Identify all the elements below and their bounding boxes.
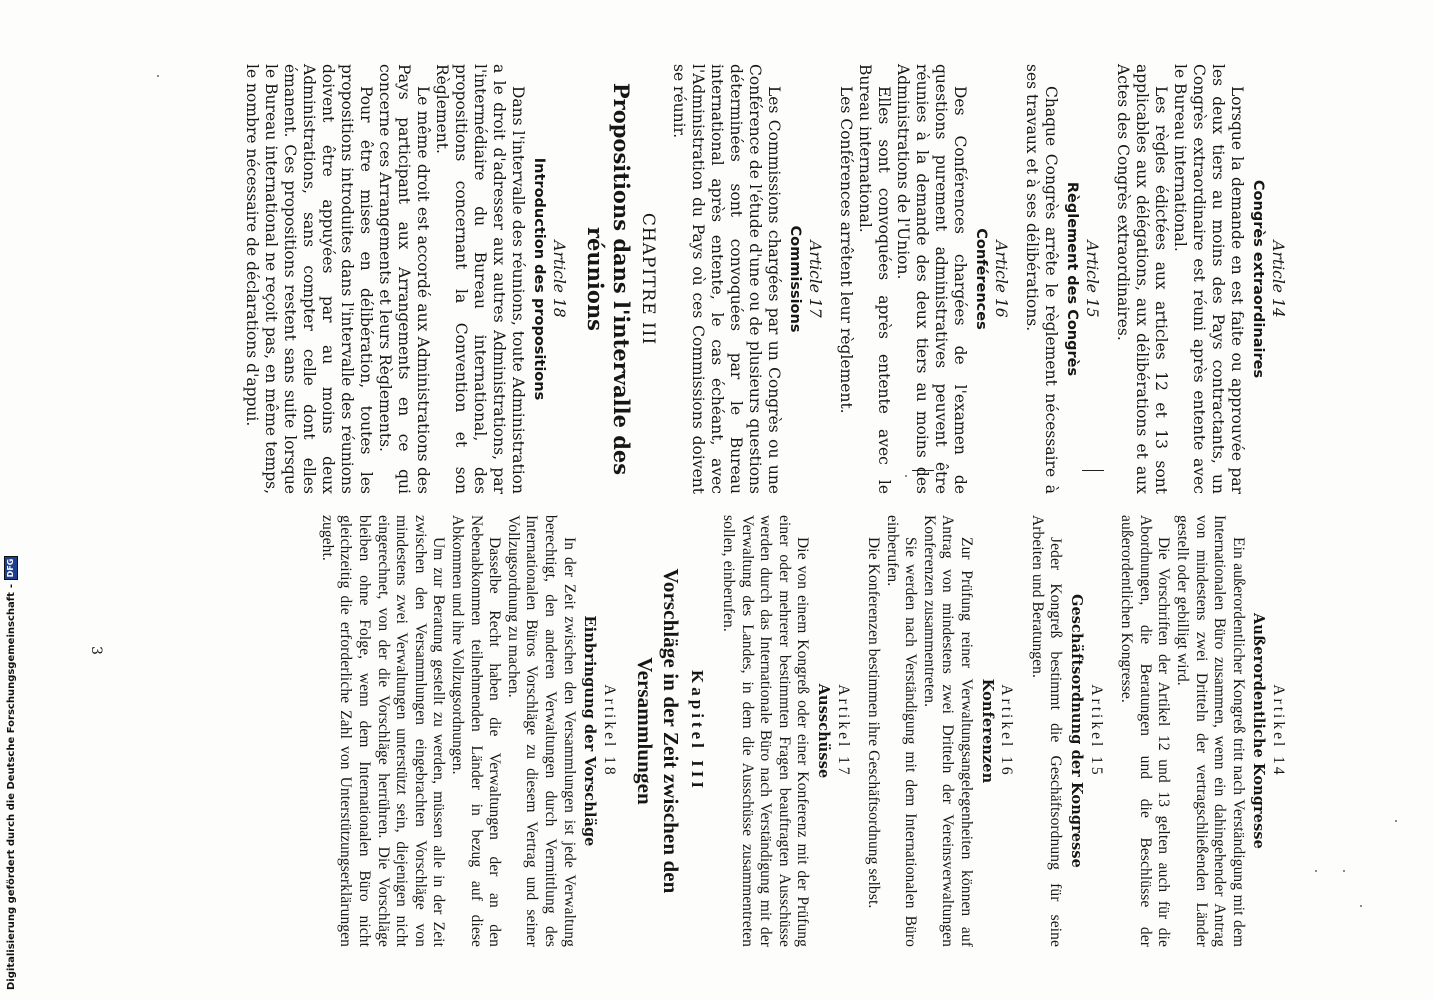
paragraph: Elles sont convoquées après entente avec le Bureau international.: [856, 64, 893, 494]
chapter-title: Vorschläge in der Zeit zwischen den Versammlungen: [632, 568, 683, 894]
paragraph: Dans l'intervalle des réunions, toute Administration a le droit d'adresser aux autres Administrations, par l'intermédiaire du Bureau international, des propositions concernant la Convention et son Règlement.: [433, 64, 527, 494]
paragraph: Pour être mises en délibération, toutes les propositions introduites dans l'intervalle des réunions doivent être appuyées par au moins deux Administrations, sans compter celle dont elles émanent. Ces propositions restent sans suite lorsque le Bureau international ne reçoit pas, en même temps, le nombre nécessaire de déclarations d'appui.: [243, 64, 375, 494]
paragraph: Die von einem Kongreß oder einer Konferenz mit der Prüfung einer oder mehrerer bestimmten Fragen beauftragten Ausschüsse werden durch das Internationale Büro nach Verständigung mit der Verwaltung des Landes, in dem die Ausschüsse zusammentreten sollen, einberufen.: [719, 515, 812, 947]
article-title: Congrès extraordinaires: [1250, 179, 1266, 379]
article-title: Ausschüsse: [814, 683, 832, 779]
chapter-label: CHAPITRE III: [638, 212, 658, 346]
article-title: Règlement des Congrès: [1064, 181, 1080, 377]
article-17-fr: [669, 64, 824, 494]
german-column: [305, 515, 1289, 947]
article-label: Article 15: [1083, 240, 1101, 318]
scan-speck: [1360, 905, 1362, 907]
paragraph: Les Conférences arrêtent leur règlement.: [837, 86, 855, 414]
article-14-fr: [1113, 64, 1287, 494]
paragraph: Les règles édictées aux articles 12 et 13 sont applicables aux délégations, aux délibérations et aux Actes des Congrès extraordinaires.: [1114, 64, 1170, 494]
article-title: Einbringung der Vorschläge: [581, 615, 599, 847]
scan-speck: [905, 475, 907, 477]
article-label: Artikel 18: [600, 684, 618, 778]
article-label: Article 16: [992, 240, 1010, 318]
article-title: Konferenzen: [978, 678, 996, 784]
article-15-fr: [1022, 64, 1101, 494]
dfg-logo: DFG: [4, 556, 18, 580]
article-title: Geschäftsordnung der Kongresse: [1068, 593, 1086, 868]
article-15-de: [1027, 515, 1104, 947]
article-label: Artikel 14: [1270, 684, 1287, 778]
paragraph: Um zur Beratung gestellt zu werden, müssen alle in der Zeit zwischen den Versammlungen eingebrachten Vorschläge von mindestens zwei Verwaltungen unterstützt sein, diejenigen nicht eingerechnet, von der die Vorschläge herrühren. Die Vorschläge bleiben ohne Folge, wenn dem Internationalen Büro nicht gleichzeitig die erforderliche Zahl von Unterstützungserklärungen zugeht.: [318, 515, 448, 947]
paragraph: Zur Prüfung reiner Verwaltungsangelegenheiten können auf Antrag von mindestens zwei Dritteln der Vereinsverwaltungen Konferenzen zusammentreten.: [920, 515, 976, 947]
scan-speck: [1395, 820, 1397, 822]
article-label: Artikel 15: [1087, 684, 1105, 778]
paragraph: In der Zeit zwischen den Versammlungen ist jede Verwaltung berechtigt, den anderen Verwaltungen durch Vermittlung des Internationalen Büros Vorschläge zu diesem Vertrag und seiner Vollzugsordnung zu machen.: [504, 515, 578, 947]
page-number: 3: [88, 646, 104, 655]
paragraph: Le même droit est accordé aux Administrations des Pays participant aux Arrangements en ce qui concerne ces Arrangements et leurs Règlements.: [376, 64, 432, 494]
article-18-de: [317, 515, 618, 947]
credit-text: Digitalisierung gefördert durch die Deutsche Forschungsgemeinschaft: [5, 592, 17, 990]
article-title: Außerordentliche Kongresse: [1250, 613, 1268, 849]
paragraph: Dasselbe Recht haben die Verwaltungen der an den Nebenabkommen teilnehmenden Länder in bezug auf diese Abkommen und ihre Vollzugsordnungen.: [449, 515, 504, 947]
scan-speck: [1343, 870, 1345, 872]
paragraph: Jeder Kongreß bestimmt die Geschäftsordnung für seine Arbeiten und Beratungen.: [1028, 515, 1065, 947]
article-title: Commissions: [787, 225, 803, 333]
scan-speck: [157, 75, 159, 77]
paragraph: Des Conférences chargées de l'examen de questions purement administratives peuvent être réunies à la demande des deux tiers au moins des Administrations de l'Union.: [894, 64, 969, 494]
paragraph: Chaque Congrès arrête le règlement nécessaire à ses travaux et à ses délibérations.: [1023, 64, 1060, 494]
article-title: Conférences: [973, 228, 989, 330]
paragraph: Die Konferenzen bestimmen ihre Geschäftsordnung selbst.: [865, 537, 883, 909]
article-16-de: [864, 515, 1016, 947]
article-label: Artikel 16: [998, 684, 1016, 778]
paragraph: Ein außerordentlicher Kongreß tritt nach Verständigung mit dem Internationalen Büro zusammen, wenn ein dahingehender Antrag von mindestens zwei Dritteln der vertragschließenden Länder gestellt oder gebilligt wird.: [1174, 515, 1247, 947]
paragraph: Sie werden nach Verständigung mit dem Internationalen Büro einberufen.: [883, 515, 920, 947]
article-label: Article 18: [550, 240, 568, 318]
paragraph: Lorsque la demande en est faite ou approuvée par les deux tiers au moins des Pays contractants, un Congrès extraordinaire est réuni après entente avec le Bureau international.: [1171, 64, 1246, 494]
scan-speck: [1315, 870, 1317, 872]
article-label: Artikel 17: [834, 684, 852, 778]
paragraph: Les Commissions chargées par un Congrès ou une Conférence de l'étude d'une ou de plusieurs questions déterminées sont convoquées par le Bureau international après entente, le cas échéant, avec l'Administration du Pays où ces Commissions doivent se réunir.: [670, 64, 783, 494]
digitization-credit: Digitalisierung gefördert durch die Deutsche Forschungsgemeinschaft - DFG: [4, 556, 18, 990]
chapter-label: Kapitel III: [688, 670, 708, 792]
article-title: Introduction des propositions: [531, 157, 547, 401]
article-14-de: [1117, 515, 1287, 947]
french-column: [230, 64, 1289, 494]
chapter-title: Propositions dans l'intervalle des réunions: [583, 82, 634, 476]
article-17-de: [718, 515, 851, 947]
article-label: Article 17: [806, 240, 824, 318]
article-18-fr: [242, 64, 568, 494]
article-label: Article 14: [1269, 240, 1287, 318]
article-16-fr: [836, 64, 1010, 494]
paragraph: Die Vorschriften der Artikel 12 und 13 gelten auch für die Abordnungen, die Beratungen und die Beschlüsse der außerordentlichen Kongresse.: [1118, 515, 1173, 947]
